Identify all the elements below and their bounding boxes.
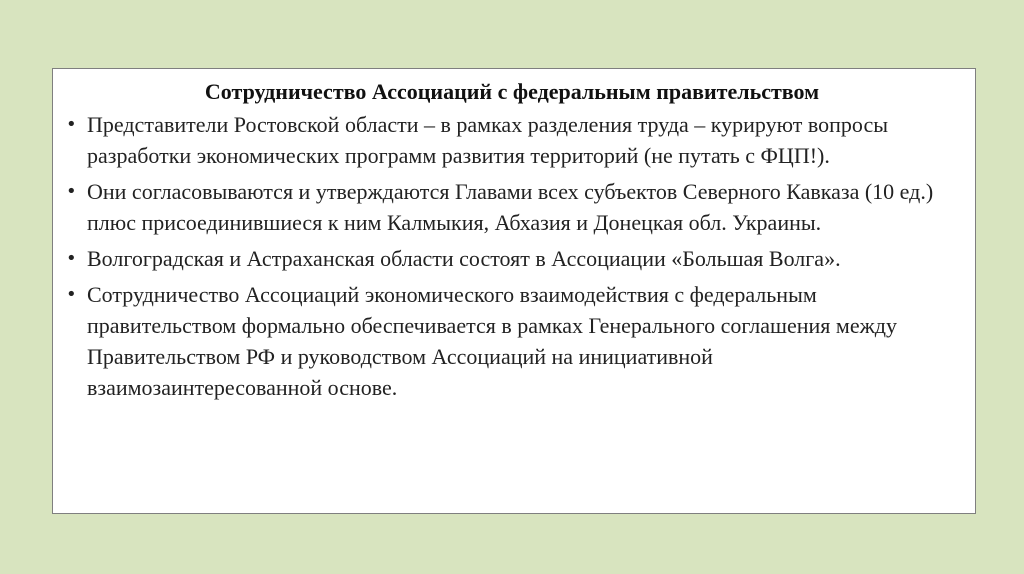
bullet-list bbox=[63, 109, 951, 403]
slide-title: Сотрудничество Ассоциаций с федеральным правительством bbox=[204, 79, 820, 104]
bullet-text: Представители Ростовской области – в рамках разделения труда – курируют вопросы разработки экономических программ развития территорий (не путать с ФЦП!). bbox=[87, 112, 889, 168]
bullet-item bbox=[63, 279, 951, 403]
bullet-item bbox=[63, 109, 951, 171]
bullet-dot-icon: • bbox=[66, 181, 77, 202]
content-panel bbox=[52, 68, 976, 514]
bullet-text: Они согласовываются и утверждаются Главами всех субъектов Северного Кавказа (10 ед.) плюс присоединившиеся к ним Калмыкия, Абхазия и Донецкая обл. Украины. bbox=[87, 179, 934, 235]
bullet-item bbox=[63, 243, 951, 274]
bullet-dot-icon: • bbox=[66, 284, 77, 305]
bullet-text: Сотрудничество Ассоциаций экономического взаимодействия с федеральным правительством формально обеспечивается в рамках Генерального соглашения между Правительством РФ и руководством Ассоциаций на инициативной взаимозаинтересованной основе. bbox=[87, 282, 897, 400]
bullet-dot-icon: • bbox=[66, 114, 77, 135]
bullet-item bbox=[63, 176, 951, 238]
bullet-text: Волгоградская и Астраханская области состоят в Ассоциации «Большая Волга». bbox=[87, 246, 841, 271]
bullet-dot-icon: • bbox=[66, 248, 77, 269]
